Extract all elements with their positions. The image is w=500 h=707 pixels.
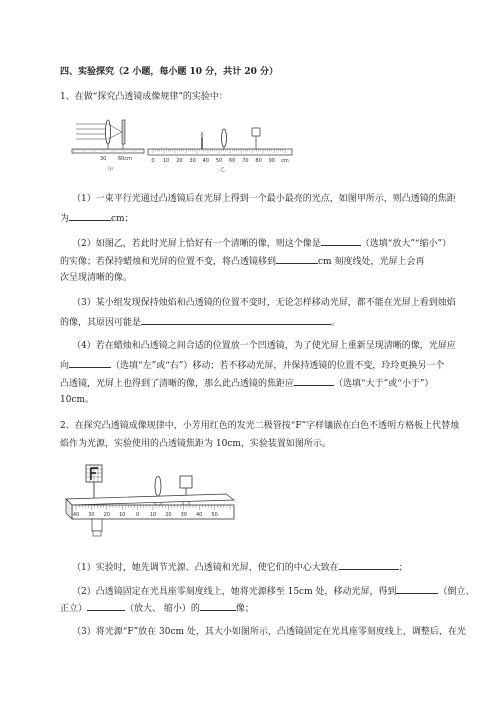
tick-label: 90 <box>268 158 275 164</box>
tick-label: 20 <box>103 512 110 518</box>
text: （选填“左”或“右”）移动；若不移动光屏，并保持透镜的位置不变，玲玲更换另一个 <box>111 361 445 371</box>
q1-part4-line3 <box>60 376 433 390</box>
answer-blank[interactable] <box>87 601 125 611</box>
q1-part3-line1: （3）某小组发现保持烛焰和凸透镜的位置不变时，无论怎样移动光屏，都不能在光屏上看到烛焰 <box>72 298 456 308</box>
text: 正立） <box>60 604 88 614</box>
tick-label: 20 <box>176 158 183 164</box>
answer-blank[interactable] <box>141 315 331 325</box>
tick-label: 10 <box>163 158 170 164</box>
text: 的像，其原因可能是 <box>60 318 142 328</box>
section-title: 四、实验探究（2 小题，每小题 10 分，共计 20 分） <box>60 67 278 77</box>
tick-label: 60 <box>229 158 236 164</box>
text: 的实像；若保持蜡烛和光屏的位置不变，将凸透镜移到 <box>60 257 277 267</box>
tick-label: 20 <box>165 512 172 518</box>
text: cm 刻度线处，光屏上会再 <box>318 257 425 267</box>
figure-q2-apparatus <box>62 458 242 553</box>
answer-blank[interactable] <box>200 601 236 611</box>
text: （倒立、 <box>438 587 475 597</box>
tick-label: 70 <box>242 158 249 164</box>
answer-blank[interactable] <box>396 584 438 594</box>
answer-blank[interactable] <box>321 236 361 246</box>
light-screen <box>122 120 125 144</box>
optical-bench <box>148 149 292 155</box>
tick-label: 80 <box>255 158 262 164</box>
text: （选填“放大”“缩小”） <box>360 239 452 249</box>
figure-caption: 乙 <box>220 167 226 173</box>
tick-label: 30 <box>189 158 196 164</box>
text: （选填“大于”或“小于”） <box>334 379 434 389</box>
text: （1）实验时，她先调节光源、凸透镜和光屏，使它们的中心大致在 <box>72 563 339 573</box>
answer-blank[interactable] <box>69 358 111 368</box>
answer-blank[interactable] <box>69 211 111 221</box>
tick-label: 40 <box>196 512 203 518</box>
convex-lens <box>106 120 111 144</box>
tick-label: 0 <box>151 158 155 164</box>
q1-part4-line2 <box>60 358 444 372</box>
figure-yi <box>145 116 295 174</box>
q1-part4-line1: （4）若在蜡烛和凸透镜之间合适的位置放一个凹透镜，为了使光屏上重新呈现清晰的像，光屏应 <box>72 341 456 351</box>
tick-label: 60cm <box>118 156 132 162</box>
text: （2）凸透镜固定在光具座零刻度线上，她将光源移至 15cm 处，移动光屏，得到 <box>72 587 397 597</box>
q2-part1 <box>72 560 408 574</box>
question-2-stem-line1: 2、在探究凸透镜成像规律中，小芳用红色的发光二极管按“F”字样镶嵌在白色不透明方格板上代替烛 <box>60 421 460 431</box>
question-1-stem: 1、在做“探究凸透镜成像规律”的实验中： <box>60 92 228 102</box>
text: （2）如图乙，若此时光屏上恰好有一个清晰的像，则这个像是 <box>72 239 321 249</box>
text: ； <box>398 563 408 573</box>
answer-blank[interactable] <box>294 376 334 386</box>
q1-part2-line2 <box>60 254 424 268</box>
q1-part3-line2 <box>60 315 340 329</box>
optical-bench-top <box>66 494 234 505</box>
q2-part3-line1: （3）将光源“F”放在 30cm 处，其大小如图所示，凸透镜固定在光具座零刻度线上，调整后，在光 <box>72 627 466 637</box>
figure-jia <box>70 116 150 174</box>
text: 。 <box>331 318 341 328</box>
q1-part2-line3: 次呈现清晰的像。 <box>60 273 133 283</box>
tick-label: 50 <box>211 512 218 518</box>
text: 凸透镜，光屏上也得到了清晰的像，那么此凸透镜的焦距应 <box>60 379 295 389</box>
candle-flame <box>201 132 203 138</box>
tick-label: 30 <box>100 156 107 162</box>
figure-caption: 甲 <box>108 167 114 173</box>
tick-label: 0 <box>136 512 140 518</box>
answer-blank[interactable] <box>276 254 318 264</box>
q1-part2-line1 <box>72 236 451 250</box>
tick-label: cm <box>281 158 289 164</box>
tick-label: 30 <box>180 512 187 518</box>
light-screen <box>180 476 192 488</box>
text: （放大、 缩小）的 <box>125 604 200 614</box>
light-screen <box>252 128 260 136</box>
tick-label: 40 <box>72 512 80 518</box>
convex-lens <box>155 476 161 496</box>
tick-label: 10 <box>149 512 157 518</box>
tick-label: 30 <box>88 512 95 518</box>
text: 向 <box>60 361 70 371</box>
q1-part1-line1: （1）一束平行光通过凸透镜后在光屏上得到一个最小最亮的光点，如图甲所示，则凸透镜的焦距 <box>72 194 456 204</box>
convex-lens <box>222 129 227 147</box>
text: 像； <box>235 604 254 614</box>
question-2-stem-line2: 焰作为光源，实验使用的凸透镜焦距为 10cm，实验装置如图所示。 <box>60 439 331 449</box>
tick-label: 40 <box>202 158 209 164</box>
q2-part2-line1 <box>72 584 475 598</box>
tick-label: 10 <box>119 512 126 518</box>
q1-part1-line2 <box>60 211 134 225</box>
answer-blank[interactable] <box>339 560 399 570</box>
q2-part2-line2 <box>60 601 254 615</box>
text: cm； <box>111 214 134 224</box>
text: 为 <box>60 214 70 224</box>
q1-part4-line4: 10cm。 <box>60 395 95 405</box>
tick-label: 50 <box>215 158 223 164</box>
